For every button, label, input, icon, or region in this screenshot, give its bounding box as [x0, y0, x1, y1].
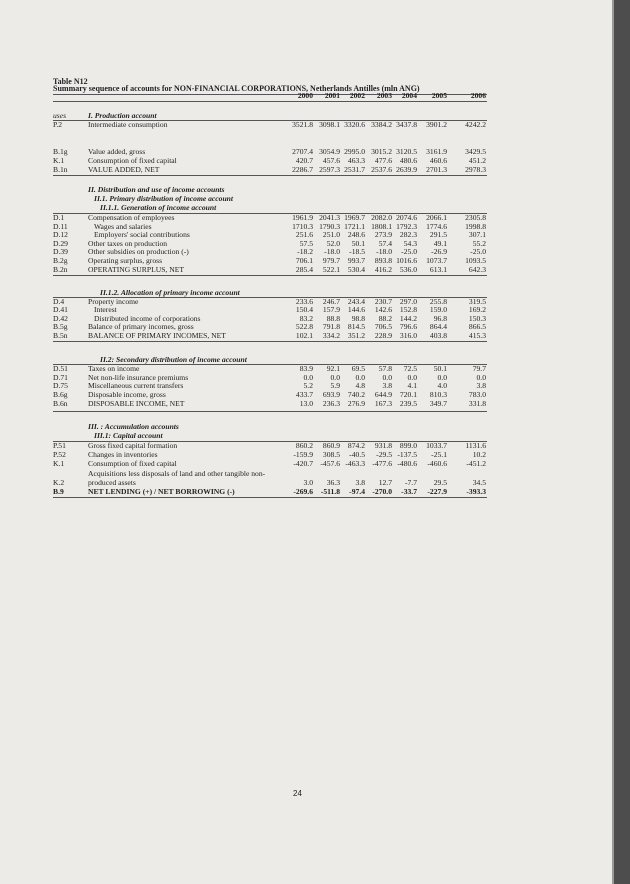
row-code: D.1 [53, 213, 65, 222]
row-label: I. Production account [88, 111, 157, 120]
cell-2000: 522.8 [295, 322, 313, 331]
cell-2003: 0.0 [382, 373, 392, 382]
table-rule [53, 275, 487, 276]
row-label: Balance of primary incomes, gross [88, 322, 194, 331]
row-code: D.12 [53, 230, 68, 239]
row-label: Changes in inventories [88, 450, 158, 459]
cell-2005: 96.8 [433, 314, 447, 323]
cell-2001: 52.0 [326, 239, 340, 248]
cell-2002: 1721.1 [344, 222, 365, 231]
cell-2004: 54.3 [403, 239, 417, 248]
year-header: 2001 [324, 91, 340, 100]
cell-2006: 319.5 [468, 297, 486, 306]
cell-2005: 4.0 [437, 381, 447, 390]
cell-2003: 88.2 [378, 314, 392, 323]
table-rule [53, 341, 487, 342]
row-label: Taxes on income [88, 364, 140, 373]
cell-2001: 88.8 [326, 314, 340, 323]
table-row [53, 230, 487, 239]
table-rule [53, 175, 487, 176]
cell-2002: 248.6 [347, 230, 365, 239]
row-label: Property income [88, 297, 139, 306]
row-label: Consumption of fixed capital [88, 156, 177, 165]
cell-2002: 98.8 [351, 314, 365, 323]
cell-2004: 144.2 [399, 314, 417, 323]
row-code: K.1 [53, 156, 65, 165]
page-number: 24 [293, 789, 302, 798]
cell-2006: 34.5 [472, 478, 486, 487]
cell-2003: 931.8 [374, 441, 392, 450]
cell-2001: 308.5 [322, 450, 340, 459]
cell-2003: -29.5 [376, 450, 392, 459]
cell-2002: 814.5 [347, 322, 365, 331]
cell-2003: 273.9 [374, 230, 392, 239]
table-row [53, 120, 487, 129]
cell-2004: -137.5 [397, 450, 417, 459]
table-row [53, 441, 487, 450]
cell-2004: 1792.3 [396, 222, 417, 231]
row-label: VALUE ADDED, NET [88, 165, 160, 174]
cell-2001: 236.3 [322, 399, 340, 408]
cell-2006: 4242.2 [465, 120, 486, 129]
year-header: 2003 [376, 91, 392, 100]
table-row [53, 459, 487, 468]
cell-2003: 3384.2 [371, 120, 392, 129]
row-code: uses [53, 111, 67, 120]
cell-2001: -457.6 [320, 459, 340, 468]
cell-2004: -480.6 [397, 459, 417, 468]
cell-2005: 0.0 [437, 373, 447, 382]
cell-2004: -7.7 [404, 478, 417, 487]
table-rule [53, 411, 487, 412]
cell-2005: -460.6 [427, 459, 447, 468]
row-label: Consumption of fixed capital [88, 459, 177, 468]
cell-2004: -33.7 [401, 487, 417, 496]
cell-2005: 2701.3 [426, 165, 447, 174]
cell-2006: 3429.5 [465, 147, 486, 156]
year-header: 2002 [349, 91, 365, 100]
row-code: D.4 [53, 297, 65, 306]
cell-2001: 860.9 [322, 441, 340, 450]
cell-2001: 1790.3 [319, 222, 340, 231]
row-label: NET LENDING (+) / NET BORROWING (-) [88, 487, 235, 496]
cell-2004: 536.0 [399, 265, 417, 274]
cell-2004: 480.6 [399, 156, 417, 165]
cell-2004: 1016.6 [396, 256, 417, 265]
table-row [53, 156, 487, 165]
cell-2004: -25.0 [401, 247, 417, 256]
cell-2000: 420.7 [295, 156, 313, 165]
cell-2003: -477.6 [372, 459, 392, 468]
row-code: B.2g [53, 256, 68, 265]
cell-2005: 159.0 [429, 305, 447, 314]
cell-2000: -269.6 [293, 487, 313, 496]
table-row [53, 364, 487, 373]
table-row [53, 247, 487, 256]
cell-2003: 416.2 [374, 265, 392, 274]
year-header: 2005 [431, 91, 447, 100]
cell-2006: 55.2 [472, 239, 486, 248]
cell-2003: -18.0 [376, 247, 392, 256]
row-code: P.52 [53, 450, 66, 459]
cell-2002: -40.5 [349, 450, 365, 459]
cell-2000: 5.2 [303, 381, 313, 390]
cell-2006: 150.3 [468, 314, 486, 323]
cell-2000: 860.2 [295, 441, 313, 450]
cell-2005: 291.5 [429, 230, 447, 239]
row-label: Miscellaneous current transfers [88, 381, 184, 390]
cell-2001: 979.7 [322, 256, 340, 265]
section-heading [53, 431, 487, 440]
row-label: II.2: Secondary distribution of income account [100, 355, 247, 364]
cell-2006: -451.2 [466, 459, 486, 468]
cell-2005: 1033.7 [426, 441, 447, 450]
cell-2004: 720.1 [399, 390, 417, 399]
cell-2005: -25.1 [431, 450, 447, 459]
table-row [53, 399, 487, 408]
cell-2004: 3437.8 [396, 120, 417, 129]
cell-2006: 331.8 [468, 399, 486, 408]
cell-2006: 866.5 [468, 322, 486, 331]
cell-2000: 0.0 [303, 373, 313, 382]
cell-2004: 3120.5 [396, 147, 417, 156]
row-label: II.1.2. Allocation of primary income account [100, 288, 240, 297]
cell-2002: 993.7 [347, 256, 365, 265]
cell-2003: 57.8 [378, 364, 392, 373]
row-label: II.1. Primary distribution of income account [94, 194, 234, 203]
cell-2003: 1808.1 [371, 222, 392, 231]
table-row [53, 265, 487, 274]
cell-2004: 899.0 [399, 441, 417, 450]
row-label: OPERATING SURPLUS, NET [88, 265, 184, 274]
cell-2004: 152.8 [399, 305, 417, 314]
year-header: 2000 [297, 91, 313, 100]
section-heading [53, 288, 487, 297]
cell-2002: 276.9 [347, 399, 365, 408]
row-label: Wages and salaries [94, 222, 152, 231]
row-label: produced assets [88, 478, 136, 487]
cell-2000: 83.2 [299, 314, 313, 323]
cell-2002: 144.6 [347, 305, 365, 314]
row-label: Gross fixed capital formation [88, 441, 178, 450]
row-code: D.75 [53, 381, 68, 390]
cell-2001: 157.9 [322, 305, 340, 314]
cell-2006: 642.3 [468, 265, 486, 274]
cell-2006: 3.8 [476, 381, 486, 390]
cell-2005: 2066.1 [426, 213, 447, 222]
cell-2003: 3.8 [382, 381, 392, 390]
cell-2001: 251.0 [322, 230, 340, 239]
row-label: Disposable income, gross [88, 390, 166, 399]
cell-2005: 3161.9 [426, 147, 447, 156]
cell-2005: 3901.2 [426, 120, 447, 129]
cell-2002: 69.5 [351, 364, 365, 373]
cell-2003: 477.6 [374, 156, 392, 165]
cell-2003: 12.7 [378, 478, 392, 487]
row-code: B.2n [53, 265, 68, 274]
row-code: P.2 [53, 120, 63, 129]
cell-2006: 307.1 [468, 230, 486, 239]
cell-2000: 285.4 [295, 265, 313, 274]
table-row [53, 147, 487, 156]
row-code: D.11 [53, 222, 68, 231]
cell-2004: 2639.9 [396, 165, 417, 174]
cell-2000: 2286.7 [292, 165, 313, 174]
cell-2005: 349.7 [429, 399, 447, 408]
cell-2001: 693.9 [322, 390, 340, 399]
row-label: Value added, gross [88, 147, 146, 156]
cell-2002: 351.2 [347, 331, 365, 340]
cell-2005: 49.1 [433, 239, 447, 248]
table-row [53, 381, 487, 390]
cell-2002: -97.4 [349, 487, 365, 496]
row-label: Interest [94, 305, 117, 314]
row-code: D.39 [53, 247, 68, 256]
cell-2000: -159.9 [293, 450, 313, 459]
cell-2006: -393.3 [466, 487, 486, 496]
cell-2006: 2305.8 [465, 213, 486, 222]
row-code: D.71 [53, 373, 68, 382]
table-row [53, 331, 487, 340]
cell-2000: 13.0 [299, 399, 313, 408]
cell-2003: 2082.0 [371, 213, 392, 222]
cell-2000: 251.6 [295, 230, 313, 239]
cell-2005: 29.5 [433, 478, 447, 487]
row-code: B.9 [53, 487, 64, 496]
row-code: B.1g [53, 147, 68, 156]
row-code: K.1 [53, 459, 65, 468]
cell-2003: 57.4 [378, 239, 392, 248]
cell-2006: 79.7 [472, 364, 486, 373]
cell-2005: 1774.6 [426, 222, 447, 231]
cell-2005: 613.1 [429, 265, 447, 274]
row-label: BALANCE OF PRIMARY INCOMES, NET [88, 331, 226, 340]
table-rule [53, 101, 487, 102]
cell-2003: 228.9 [374, 331, 392, 340]
row-label: Acquisitions less disposals of land and other tangible non- [88, 469, 266, 478]
cell-2002: 1969.7 [344, 213, 365, 222]
cell-2005: -227.9 [427, 487, 447, 496]
row-code: B.1n [53, 165, 68, 174]
cell-2006: 1998.8 [465, 222, 486, 231]
cell-2006: 451.2 [468, 156, 486, 165]
cell-2003: 893.8 [374, 256, 392, 265]
cell-2000: 2707.4 [292, 147, 313, 156]
cell-2001: 334.2 [322, 331, 340, 340]
cell-2000: 1961.9 [292, 213, 313, 222]
cell-2001: 791.8 [322, 322, 340, 331]
cell-2000: 1710.3 [292, 222, 313, 231]
table-subtitle: Summary sequence of accounts for NON-FINANCIAL CORPORATIONS, Netherlands Antilles (mln ANG) [53, 84, 420, 93]
cell-2004: 4.1 [407, 381, 417, 390]
cell-2005: 403.8 [429, 331, 447, 340]
cell-2002: 463.3 [347, 156, 365, 165]
row-label: Compensation of employees [88, 213, 175, 222]
cell-2002: 874.2 [347, 441, 365, 450]
table-row [53, 213, 487, 222]
cell-2003: 3015.2 [371, 147, 392, 156]
cell-2002: 243.4 [347, 297, 365, 306]
cell-2002: 3.8 [355, 478, 365, 487]
cell-2001: 2597.3 [319, 165, 340, 174]
table-title: Table N12 [53, 77, 88, 86]
section-heading [53, 194, 487, 203]
cell-2002: 3320.6 [344, 120, 365, 129]
cell-2002: 740.2 [347, 390, 365, 399]
row-code: B.6g [53, 390, 68, 399]
row-label: Other subsidies on production (-) [88, 247, 189, 256]
row-code: B.6n [53, 399, 68, 408]
cell-2000: 83.9 [299, 364, 313, 373]
cell-2002: 2531.7 [344, 165, 365, 174]
cell-2002: 2995.0 [344, 147, 365, 156]
cell-2001: -18.0 [324, 247, 340, 256]
cell-2001: 457.6 [322, 156, 340, 165]
cell-2001: 2041.3 [319, 213, 340, 222]
cell-2003: 167.3 [374, 399, 392, 408]
cell-2006: 0.0 [476, 373, 486, 382]
row-label: II. Distribution and use of income accounts [88, 185, 225, 194]
cell-2006: 1093.5 [465, 256, 486, 265]
row-label: Distributed income of corporations [94, 314, 201, 323]
row-code: P.51 [53, 441, 66, 450]
cell-2004: 72.5 [403, 364, 417, 373]
cell-2005: -26.9 [431, 247, 447, 256]
cell-2002: 530.4 [347, 265, 365, 274]
row-label: Intermediate consumption [88, 120, 168, 129]
cell-2001: 3098.1 [319, 120, 340, 129]
cell-2001: 246.7 [322, 297, 340, 306]
cell-2000: 57.5 [299, 239, 313, 248]
cell-2006: -25.0 [470, 247, 486, 256]
cell-2004: 316.0 [399, 331, 417, 340]
cell-2000: 233.6 [295, 297, 313, 306]
section-heading [53, 203, 487, 212]
row-label: Other taxes on production [88, 239, 168, 248]
cell-2005: 255.8 [429, 297, 447, 306]
cell-2005: 1073.7 [426, 256, 447, 265]
cell-2003: 706.5 [374, 322, 392, 331]
cell-2002: -463.3 [345, 459, 365, 468]
section-heading [53, 111, 487, 120]
cell-2003: 230.7 [374, 297, 392, 306]
row-code: K.2 [53, 478, 65, 487]
cell-2006: 10.2 [472, 450, 486, 459]
cell-2005: 864.4 [429, 322, 447, 331]
cell-2004: 0.0 [407, 373, 417, 382]
table-row [53, 305, 487, 314]
table-row [53, 322, 487, 331]
year-header: 2006 [470, 91, 486, 100]
table-row [53, 469, 487, 478]
cell-2004: 2074.6 [396, 213, 417, 222]
cell-2002: 50.1 [351, 239, 365, 248]
cell-2000: -420.7 [293, 459, 313, 468]
cell-2000: -18.2 [297, 247, 313, 256]
cell-2000: 102.1 [295, 331, 313, 340]
cell-2004: 297.0 [399, 297, 417, 306]
row-code: D.51 [53, 364, 68, 373]
cell-2003: 142.6 [374, 305, 392, 314]
cell-2006: 2978.3 [465, 165, 486, 174]
section-heading [53, 185, 487, 194]
row-label: Operating surplus, gross [88, 256, 163, 265]
cell-2006: 1131.6 [465, 441, 486, 450]
cell-2005: 50.1 [433, 364, 447, 373]
table-row [53, 165, 487, 174]
row-label: Net non-life insurance premiums [88, 373, 189, 382]
cell-2005: 810.3 [429, 390, 447, 399]
cell-2000: 433.7 [295, 390, 313, 399]
table-rule [53, 497, 487, 498]
table-row [53, 487, 487, 496]
cell-2001: 5.9 [330, 381, 340, 390]
cell-2005: 460.6 [429, 156, 447, 165]
row-label: DISPOSABLE INCOME, NET [88, 399, 185, 408]
cell-2001: 92.1 [326, 364, 340, 373]
cell-2001: -511.8 [320, 487, 340, 496]
row-code: D.29 [53, 239, 68, 248]
cell-2004: 796.6 [399, 322, 417, 331]
cell-2000: 706.1 [295, 256, 313, 265]
cell-2004: 239.5 [399, 399, 417, 408]
cell-2000: 150.4 [295, 305, 313, 314]
cell-2002: 4.8 [355, 381, 365, 390]
cell-2001: 0.0 [330, 373, 340, 382]
cell-2000: 3521.8 [292, 120, 313, 129]
section-heading [53, 355, 487, 364]
row-code: B.5n [53, 331, 68, 340]
cell-2003: -270.0 [372, 487, 392, 496]
table-row [53, 256, 487, 265]
year-header: 2004 [401, 91, 417, 100]
section-heading [53, 422, 487, 431]
cell-2001: 36.3 [326, 478, 340, 487]
cell-2004: 282.3 [399, 230, 417, 239]
table-row [53, 478, 487, 487]
row-label: II.1.1. Generation of income account [100, 203, 217, 212]
cell-2006: 415.3 [468, 331, 486, 340]
row-label: III. : Accumulation accounts [88, 422, 179, 431]
row-label: Employers' social contributions [94, 230, 190, 239]
row-label: III.1: Capital account [94, 431, 163, 440]
table-row [53, 450, 487, 459]
cell-2002: 0.0 [355, 373, 365, 382]
cell-2003: 2537.6 [371, 165, 392, 174]
table-row [53, 390, 487, 399]
cell-2001: 3054.9 [319, 147, 340, 156]
row-code: B.5g [53, 322, 68, 331]
row-code: D.41 [53, 305, 68, 314]
cell-2003: 644.9 [374, 390, 392, 399]
cell-2002: -18.5 [349, 247, 365, 256]
cell-2006: 783.0 [468, 390, 486, 399]
cell-2000: 3.0 [303, 478, 313, 487]
cell-2006: 169.2 [468, 305, 486, 314]
cell-2001: 522.1 [322, 265, 340, 274]
row-code: D.42 [53, 314, 68, 323]
page-edge [612, 0, 630, 884]
